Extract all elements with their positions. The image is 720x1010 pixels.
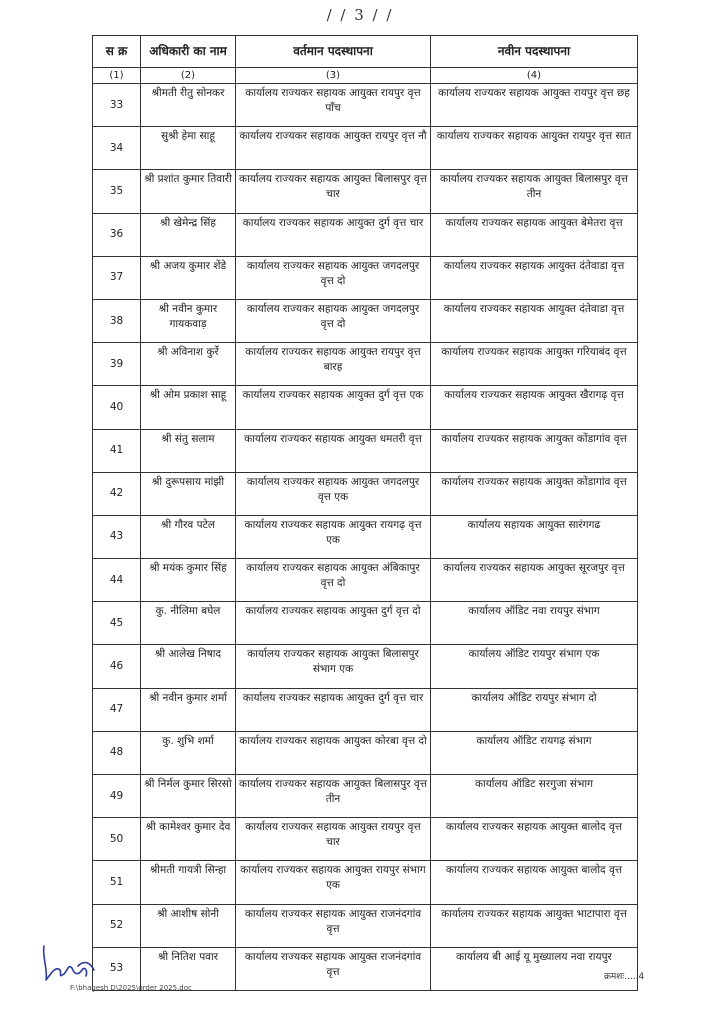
serial-number-cell: 40 [93, 386, 141, 429]
table-row [93, 213, 638, 256]
new-posting-cell: कार्यालय राज्यकर सहायक आयुक्त खैरागढ़ वृत्त [431, 386, 638, 429]
current-posting-cell: कार्यालय राज्यकर सहायक आयुक्त रायपुर वृत्त नौ [236, 127, 431, 170]
current-posting-cell: कार्यालय राज्यकर सहायक आयुक्त दुर्ग वृत्त चार [236, 688, 431, 731]
new-posting-cell: कार्यालय ऑडिट रायगढ़ संभाग [431, 731, 638, 774]
new-posting-cell: कार्यालय राज्यकर सहायक आयुक्त रायपुर वृत्त सात [431, 127, 638, 170]
current-posting-cell: कार्यालय राज्यकर सहायक आयुक्त दुर्ग वृत्त दो [236, 602, 431, 645]
table-row [93, 559, 638, 602]
current-posting-cell: कार्यालय राज्यकर सहायक आयुक्त बिलासपुर वृत्त तीन [236, 775, 431, 818]
table-row [93, 343, 638, 386]
serial-number-cell: 37 [93, 256, 141, 299]
table-row [93, 775, 638, 818]
serial-number-cell: 33 [93, 84, 141, 127]
header-new-posting: नवीन पदस्थापना [431, 36, 638, 68]
serial-number-cell: 49 [93, 775, 141, 818]
table-header-row [93, 36, 638, 68]
officer-name-cell: श्री गौरव पटेल [141, 515, 236, 558]
officer-name-cell: श्री मयंक कुमार सिंह [141, 559, 236, 602]
column-number-row [93, 68, 638, 84]
file-path: F:\bhagesh D\2025\order 2025.doc [70, 984, 192, 992]
serial-number-cell: 41 [93, 429, 141, 472]
current-posting-cell: कार्यालय राज्यकर सहायक आयुक्त रायपुर वृत्त बारह [236, 343, 431, 386]
serial-number-cell: 52 [93, 904, 141, 947]
new-posting-cell: कार्यालय राज्यकर सहायक आयुक्त कोंडागांव वृत्त [431, 472, 638, 515]
officer-name-cell: श्रीमती गायत्री सिन्हा [141, 861, 236, 904]
table-row [93, 472, 638, 515]
officer-name-cell: श्री अविनाश कुर्रे [141, 343, 236, 386]
serial-number-cell: 42 [93, 472, 141, 515]
current-posting-cell: कार्यालय राज्यकर सहायक आयुक्त दुर्ग वृत्त एक [236, 386, 431, 429]
officer-name-cell: कु. नीलिमा बघेल [141, 602, 236, 645]
current-posting-cell: कार्यालय राज्यकर सहायक आयुक्त रायपुर संभाग एक [236, 861, 431, 904]
new-posting-cell: कार्यालय राज्यकर सहायक आयुक्त सूरजपुर वृत्त [431, 559, 638, 602]
serial-number-cell: 50 [93, 818, 141, 861]
column-number: (1) [93, 68, 141, 84]
current-posting-cell: कार्यालय राज्यकर सहायक आयुक्त रायपुर वृत्त चार [236, 818, 431, 861]
serial-number-cell: 48 [93, 731, 141, 774]
table-row [93, 386, 638, 429]
new-posting-cell: कार्यालय ऑडिट सरगुजा संभाग [431, 775, 638, 818]
serial-number-cell: 35 [93, 170, 141, 213]
table-row [93, 515, 638, 558]
officer-name-cell: श्री नवीन कुमार गायकवाड़ [141, 299, 236, 342]
officer-name-cell: श्री आशीष सोनी [141, 904, 236, 947]
table-row [93, 645, 638, 688]
current-posting-cell: कार्यालय राज्यकर सहायक आयुक्त दुर्ग वृत्त चार [236, 213, 431, 256]
new-posting-cell: कार्यालय राज्यकर सहायक आयुक्त दंतेवाडा वृत्त [431, 299, 638, 342]
serial-number-cell: 51 [93, 861, 141, 904]
column-number: (2) [141, 68, 236, 84]
officer-name-cell: श्री दुरूपसाय मांझी [141, 472, 236, 515]
serial-number-cell: 53 [93, 947, 141, 990]
new-posting-cell: कार्यालय सहायक आयुक्त सारंगगढ [431, 515, 638, 558]
table-row [93, 904, 638, 947]
officer-name-cell: कु. शुभि शर्मा [141, 731, 236, 774]
new-posting-cell: कार्यालय राज्यकर सहायक आयुक्त भाटापारा वृत्त [431, 904, 638, 947]
serial-number-cell: 39 [93, 343, 141, 386]
new-posting-cell: कार्यालय ऑडिट रायपुर संभाग एक [431, 645, 638, 688]
officer-name-cell: श्री खेमेन्द्र सिंह [141, 213, 236, 256]
table-row [93, 688, 638, 731]
header-serial: स क्र [93, 36, 141, 68]
new-posting-cell: कार्यालय राज्यकर सहायक आयुक्त रायपुर वृत्त छह [431, 84, 638, 127]
table-row [93, 299, 638, 342]
current-posting-cell: कार्यालय राज्यकर सहायक आयुक्त रायपुर वृत्त पाँच [236, 84, 431, 127]
officer-name-cell: श्री ओम प्रकाश साहू [141, 386, 236, 429]
continued-marker: क्रमशः.....4 [604, 972, 645, 982]
new-posting-cell: कार्यालय ऑडिट नवा रायपुर संभाग [431, 602, 638, 645]
new-posting-cell: कार्यालय राज्यकर सहायक आयुक्त बिलासपुर वृत्त तीन [431, 170, 638, 213]
new-posting-cell: कार्यालय राज्यकर सहायक आयुक्त बालोद वृत्त [431, 818, 638, 861]
table-row [93, 602, 638, 645]
serial-number-cell: 43 [93, 515, 141, 558]
new-posting-cell: कार्यालय राज्यकर सहायक आयुक्त गरियाबंद वृत्त [431, 343, 638, 386]
current-posting-cell: कार्यालय राज्यकर सहायक आयुक्त बिलासपुर वृत्त चार [236, 170, 431, 213]
table-row [93, 429, 638, 472]
table-row [93, 256, 638, 299]
header-officer-name: अधिकारी का नाम [141, 36, 236, 68]
table-row [93, 731, 638, 774]
officer-name-cell: श्री कामेश्वर कुमार देव [141, 818, 236, 861]
column-number: (4) [431, 68, 638, 84]
column-number: (3) [236, 68, 431, 84]
serial-number-cell: 36 [93, 213, 141, 256]
officer-name-cell: श्री नितिश पवार [141, 947, 236, 990]
new-posting-cell: कार्यालय राज्यकर सहायक आयुक्त कोंडागांव वृत्त [431, 429, 638, 472]
current-posting-cell: कार्यालय राज्यकर सहायक आयुक्त जगदलपुर वृत्त एक [236, 472, 431, 515]
current-posting-cell: कार्यालय राज्यकर सहायक आयुक्त अंबिकापुर वृत्त दो [236, 559, 431, 602]
header-current-posting: वर्तमान पदस्थापना [236, 36, 431, 68]
current-posting-cell: कार्यालय राज्यकर सहायक आयुक्त कोरबा वृत्त दो [236, 731, 431, 774]
officer-name-cell: श्री नवीन कुमार शर्मा [141, 688, 236, 731]
table-row [93, 861, 638, 904]
officer-name-cell: श्री अजय कुमार शेंडे [141, 256, 236, 299]
officer-name-cell: श्रीमती रीतु सोनकर [141, 84, 236, 127]
officer-name-cell: श्री संतु सलाम [141, 429, 236, 472]
new-posting-cell: कार्यालय राज्यकर सहायक आयुक्त दंतेवाडा वृत्त [431, 256, 638, 299]
serial-number-cell: 34 [93, 127, 141, 170]
serial-number-cell: 47 [93, 688, 141, 731]
page-number: / / 3 / / [326, 6, 394, 24]
current-posting-cell: कार्यालय राज्यकर सहायक आयुक्त जगदलपुर वृत्त दो [236, 299, 431, 342]
new-posting-cell: कार्यालय बी आई यू मुख्यालय नवा रायपुर [431, 947, 638, 990]
table-row [93, 170, 638, 213]
table-row [93, 818, 638, 861]
current-posting-cell: कार्यालय राज्यकर सहायक आयुक्त रायगढ़ वृत्त एक [236, 515, 431, 558]
serial-number-cell: 45 [93, 602, 141, 645]
current-posting-cell: कार्यालय राज्यकर सहायक आयुक्त धमतरी वृत्त [236, 429, 431, 472]
officer-name-cell: श्री निर्मल कुमार सिरसो [141, 775, 236, 818]
new-posting-cell: कार्यालय राज्यकर सहायक आयुक्त बालोद वृत्त [431, 861, 638, 904]
serial-number-cell: 38 [93, 299, 141, 342]
table-row [93, 84, 638, 127]
transfer-table [92, 35, 638, 991]
new-posting-cell: कार्यालय ऑडिट रायपुर संभाग दो [431, 688, 638, 731]
serial-number-cell: 46 [93, 645, 141, 688]
current-posting-cell: कार्यालय राज्यकर सहायक आयुक्त जगदलपुर वृत्त दो [236, 256, 431, 299]
officer-name-cell: सुश्री हेमा साहू [141, 127, 236, 170]
table-row [93, 127, 638, 170]
officer-name-cell: श्री प्रशांत कुमार तिवारी [141, 170, 236, 213]
current-posting-cell: कार्यालय राज्यकर सहायक आयुक्त बिलासपुर संभाग एक [236, 645, 431, 688]
officer-name-cell: श्री आलेख निषाद [141, 645, 236, 688]
current-posting-cell: कार्यालय राज्यकर सहायक आयुक्त राजनंदगांव वृत्त [236, 947, 431, 990]
new-posting-cell: कार्यालय राज्यकर सहायक आयुक्त बेमेतरा वृत्त [431, 213, 638, 256]
current-posting-cell: कार्यालय राज्यकर सहायक आयुक्त राजनंदगांव वृत्त [236, 904, 431, 947]
serial-number-cell: 44 [93, 559, 141, 602]
